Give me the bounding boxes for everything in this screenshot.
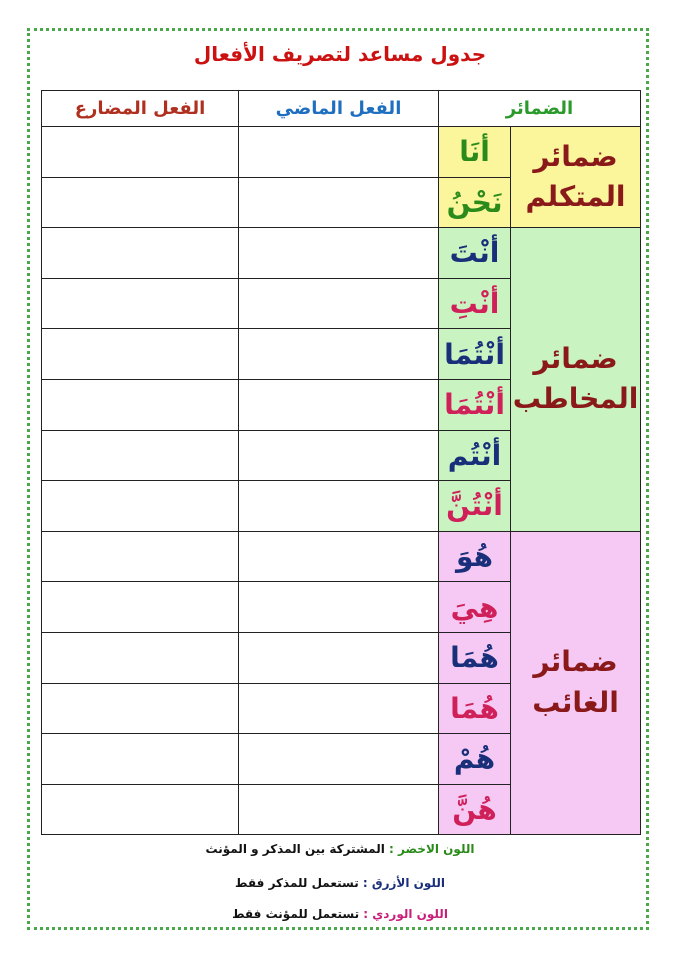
legend-value: تستعمل للمذكر فقط [235, 876, 359, 890]
group-label-speaker [511, 127, 641, 228]
present-verb-cell[interactable] [42, 228, 239, 279]
past-verb-cell[interactable] [239, 177, 439, 228]
pronoun-cell [439, 683, 511, 734]
present-verb-cell[interactable] [42, 430, 239, 481]
pronoun-text: أنْتُمَا [444, 337, 505, 371]
pronoun-cell [439, 784, 511, 835]
legend-value: تستعمل للمؤنث فقط [232, 907, 360, 921]
present-verb-cell[interactable] [42, 582, 239, 633]
pronoun-cell [439, 228, 511, 279]
past-verb-cell[interactable] [239, 278, 439, 329]
pronoun-cell [439, 278, 511, 329]
present-verb-cell[interactable] [42, 329, 239, 380]
present-verb-cell[interactable] [42, 379, 239, 430]
past-verb-cell[interactable] [239, 582, 439, 633]
legend-key: اللون الوردي : [363, 907, 448, 921]
present-verb-cell[interactable] [42, 127, 239, 178]
legend-value: المشتركة بين المذكر و المؤنث [205, 842, 385, 856]
pronoun-text: هُمْ [453, 742, 496, 776]
present-verb-cell[interactable] [42, 734, 239, 785]
pronoun-text: هُنَّ [452, 793, 497, 827]
pronoun-cell [439, 379, 511, 430]
header-past-verb: الفعل الماضي [239, 91, 439, 127]
legend-key: اللون الاخضر : [389, 842, 475, 856]
group-label-addressee [511, 228, 641, 532]
group-label-line: ضمائر [533, 139, 618, 173]
legend-green [0, 842, 680, 856]
pronoun-text: أنْتِ [449, 287, 500, 321]
pronoun-cell [439, 177, 511, 228]
pronoun-cell [439, 632, 511, 683]
past-verb-cell[interactable] [239, 430, 439, 481]
pronoun-text: هُمَا [450, 641, 499, 675]
pronoun-text: أنْتَ [449, 236, 500, 270]
present-verb-cell[interactable] [42, 632, 239, 683]
pronoun-text: هِيَ [450, 590, 499, 624]
group-label-line: المخاطب [512, 382, 639, 416]
present-verb-cell[interactable] [42, 177, 239, 228]
group-label-line: ضمائر [533, 645, 618, 679]
past-verb-cell[interactable] [239, 632, 439, 683]
legend-blue [0, 876, 680, 890]
past-verb-cell[interactable] [239, 734, 439, 785]
past-verb-cell[interactable] [239, 329, 439, 380]
legend-pink [0, 907, 680, 921]
present-verb-cell[interactable] [42, 481, 239, 532]
legend-key: اللون الأزرق : [362, 876, 445, 890]
pronoun-cell [439, 481, 511, 532]
past-verb-cell[interactable] [239, 531, 439, 582]
past-verb-cell[interactable] [239, 481, 439, 532]
past-verb-cell[interactable] [239, 379, 439, 430]
present-verb-cell[interactable] [42, 683, 239, 734]
group-label-absent [511, 531, 641, 835]
header-present-verb: الفعل المضارع [42, 91, 239, 127]
pronoun-text: أنْتُم [447, 438, 502, 472]
present-verb-cell[interactable] [42, 784, 239, 835]
header-pronouns: الضمائر [439, 91, 641, 127]
pronoun-cell [439, 329, 511, 380]
past-verb-cell[interactable] [239, 784, 439, 835]
pronoun-text: أنْتُمَا [444, 388, 505, 422]
group-label-line: المتكلم [525, 180, 626, 214]
pronoun-text: نَحْنُ [446, 185, 503, 219]
pronoun-text: أنْتُنَّ [446, 489, 503, 523]
page-title: جدول مساعد لتصريف الأفعال [193, 42, 487, 66]
past-verb-cell[interactable] [239, 228, 439, 279]
pronoun-cell [439, 531, 511, 582]
present-verb-cell[interactable] [42, 278, 239, 329]
group-label-line: ضمائر [533, 341, 618, 375]
past-verb-cell[interactable] [239, 683, 439, 734]
pronoun-cell [439, 127, 511, 178]
pronoun-text: أنَا [459, 135, 490, 169]
conjugation-table [41, 90, 641, 835]
pronoun-cell [439, 430, 511, 481]
pronoun-cell [439, 582, 511, 633]
pronoun-text: هُوَ [456, 540, 493, 574]
past-verb-cell[interactable] [239, 127, 439, 178]
pronoun-cell [439, 734, 511, 785]
pronoun-text: هُمَا [450, 691, 499, 725]
present-verb-cell[interactable] [42, 531, 239, 582]
group-label-line: الغائب [532, 686, 619, 720]
